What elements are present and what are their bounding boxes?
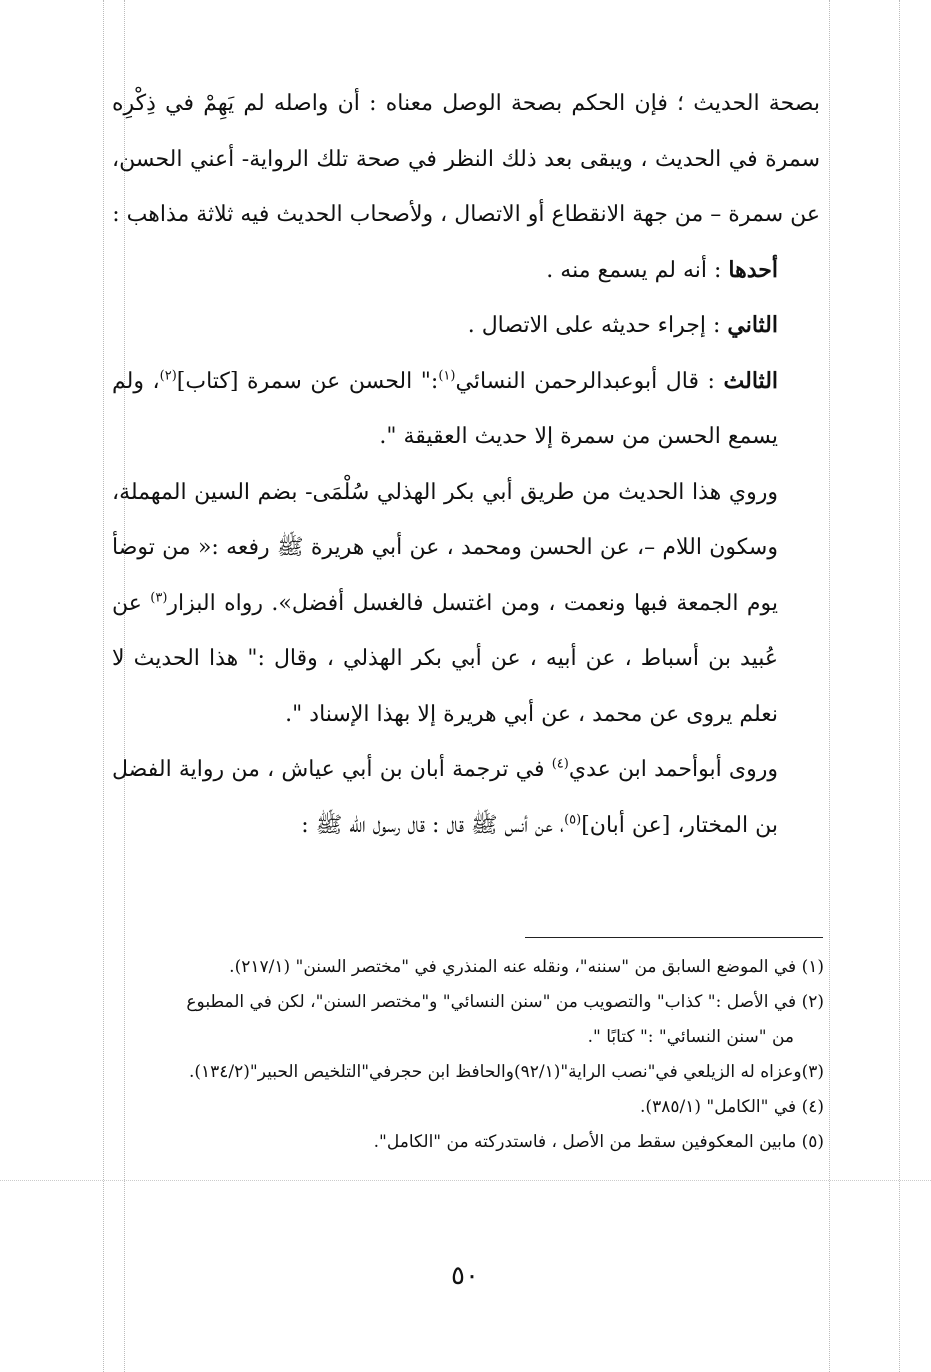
scan-guide-line bbox=[103, 0, 104, 1372]
ibn-adi-text-b: في ترجمة أبان بن أبي عياش ، من رواية الفضل بن المختار، [عن أبان] bbox=[112, 757, 778, 838]
paragraph-hadith-bazzar bbox=[112, 465, 820, 743]
second-opinion-text: : إجراء حديثه على الاتصال . bbox=[467, 313, 728, 338]
scan-guide-line bbox=[0, 1180, 931, 1181]
second-opinion-label: الثاني bbox=[727, 312, 778, 338]
scan-guide-line bbox=[829, 0, 830, 1372]
paragraph-second-opinion bbox=[112, 298, 820, 354]
scan-guide-line bbox=[899, 0, 900, 1372]
footnote-separator bbox=[525, 937, 823, 938]
hadith-bazzar-text-a: وروي هذا الحديث من طريق أبي بكر الهذلي سُلْمَى- بضم السين المهملة، وسكون اللام –، عن الحسن ومحمد ، عن أبي هريرة ﷺ رفعه :« من توضأ يوم الجمعة فبها ونعمت ، ومن اغتسل فالغسل أفضل». رواه البزار bbox=[112, 479, 778, 616]
footnote-1: (١) في الموضع السابق من "سننه"، ونقله عنه المنذري في "مختصر السنن" (٢١٧/١). bbox=[229, 957, 824, 977]
third-opinion-text-a: : قال أبوعبدالرحمن النسائي bbox=[455, 368, 724, 394]
footnote-2-continuation: من "سنن النسائي" :" كتابًا ". bbox=[587, 1027, 794, 1047]
third-opinion-text-b: :" الحسن عن سمرة [كتاب] bbox=[176, 368, 439, 394]
third-opinion-text-c: ، ولم يسمع الحسن من سمرة إلا حديث العقيقة ". bbox=[112, 368, 778, 449]
paragraph-ibn-adi bbox=[112, 742, 820, 853]
first-opinion-label: أحدها bbox=[728, 256, 778, 283]
first-opinion-text: : أنه لم يسمع منه . bbox=[546, 257, 729, 283]
paragraph-intro: بصحة الحديث ؛ فإن الحكم بصحة الوصل معناه : أن واصله لم يَهِمْ في ذِكْرِه سمرة في الحديث ، ويبقى بعد ذلك النظر في صحة تلك الرواية- أعني الحسن، عن سمرة – من جهة الانقطاع أو الاتصال ، ولأصحاب الحديث فيه ثلاثة مذاهب : bbox=[112, 91, 820, 227]
footnote-ref-5: (٥) bbox=[564, 812, 582, 828]
third-opinion-label: الثالث bbox=[723, 367, 779, 394]
footnote-3: (٣)وعزاه له الزيلعي في"نصب الراية"(٩٢/١)والحافظ ابن حجرفي"التلخيص الحبير"(١٣٤/٢). bbox=[188, 1062, 824, 1082]
hadith-bazzar-text-b: عن عُبيد بن أسباط ، عن أبيه ، عن أبي بكر الهذلي ، وقال :" هذا الحديث لا نعلم يروى عن محمد ، عن أبي هريرة إلا بهذا الإسناد ". bbox=[112, 590, 778, 727]
footnote-ref-3: (٣) bbox=[150, 590, 168, 606]
footnote-2: (٢) في الأصل :" كذاب" والتصويب من "سنن النسائي" و"مختصر السنن"، لكن في المطبوع bbox=[186, 992, 824, 1012]
main-text bbox=[112, 76, 820, 853]
footnotes bbox=[112, 950, 824, 1160]
footnote-ref-2: (٢) bbox=[159, 368, 177, 384]
footnote-5: (٥) مابين المعكوفين سقط من الأصل ، فاستدركته من "الكامل". bbox=[373, 1132, 824, 1152]
paragraph-first-opinion bbox=[112, 243, 820, 299]
footnote-4: (٤) في "الكامل" (٣٨٥/١). bbox=[640, 1097, 824, 1117]
footnote-ref-1: (١) bbox=[438, 368, 456, 384]
ibn-adi-text-a: وروى أبوأحمد ابن عدي bbox=[568, 757, 778, 782]
footnote-ref-4: (٤) bbox=[551, 756, 569, 772]
ibn-adi-text-c: ، عن أنس ﷺ قال : قال رسول الله ﷺ : bbox=[301, 812, 565, 838]
paragraph-third-opinion bbox=[112, 354, 820, 465]
page-number: ٥٠ bbox=[451, 1261, 479, 1291]
